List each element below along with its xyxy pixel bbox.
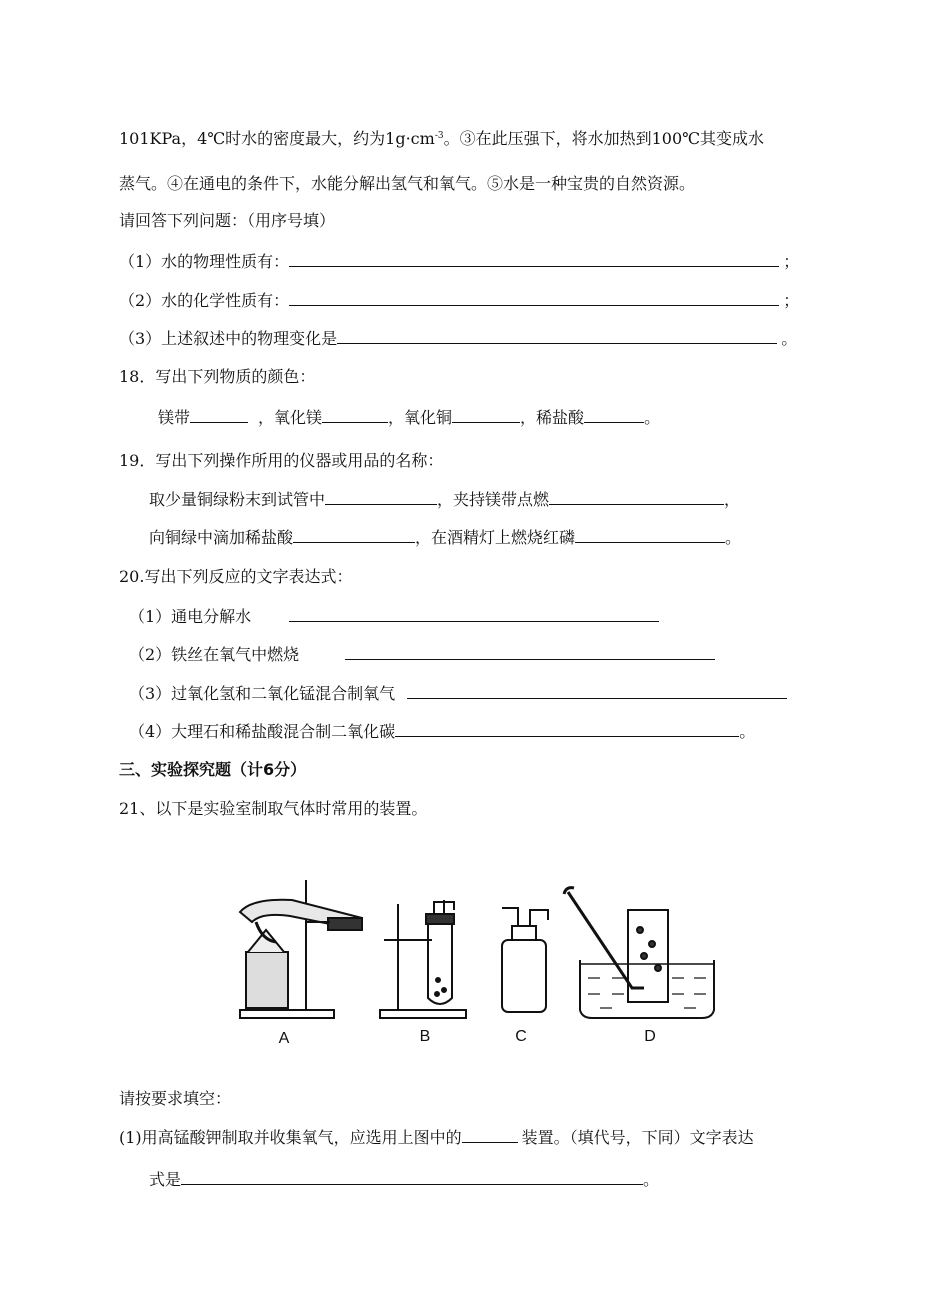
- question-20-title: 20.写出下列反应的文字表达式：: [119, 567, 353, 586]
- q21-sub1-a: (1)用高锰酸钾制取并收集氧气，应选用上图中的: [119, 1128, 462, 1147]
- intro-prompt: 请回答下列问题：（用序号填）: [119, 211, 336, 230]
- question-20-item-3: [129, 682, 787, 705]
- intro-line-1b: 。③在此压强下，将水加热到100℃其变成水: [443, 129, 765, 148]
- question-20-item-2: [129, 643, 715, 666]
- q18-copper-oxide: ，氧化铜: [388, 408, 453, 427]
- q18-magnesium-oxide: ，氧化镁: [258, 408, 323, 427]
- apparatus-drawing: [232, 860, 832, 1060]
- question-18-body: [158, 406, 660, 429]
- q17-3-label: （3）上述叙述中的物理变化是: [119, 329, 338, 348]
- answer-blank[interactable]: [452, 406, 520, 423]
- q19-b-end: ，: [724, 490, 741, 509]
- label-c: C: [515, 1028, 527, 1045]
- answer-blank[interactable]: [325, 488, 437, 505]
- answer-blank[interactable]: [190, 406, 248, 423]
- q19-c: 向铜绿中滴加稀盐酸: [149, 528, 294, 547]
- answer-blank[interactable]: [407, 682, 787, 699]
- answer-blank[interactable]: [345, 643, 715, 660]
- q17-1-label: （1）水的物理性质有：: [119, 252, 290, 271]
- question-20-item-1: [129, 605, 659, 628]
- q18-magnesium-ribbon: 镁带: [158, 408, 191, 427]
- answer-blank[interactable]: [322, 406, 388, 423]
- question-19-line-1: [149, 488, 740, 511]
- q18-dilute-hcl: ，稀盐酸: [520, 408, 585, 427]
- apparatus-d-drawing: [564, 888, 714, 1018]
- answer-blank[interactable]: [181, 1168, 643, 1185]
- q17-2-end: ；: [783, 291, 800, 310]
- question-17-3: [119, 327, 797, 350]
- question-20-item-4: [129, 720, 755, 743]
- q19-d: ，在酒精灯上燃烧红磷: [415, 528, 576, 547]
- question-21-title: 21、以下是实验室制取气体时常用的装置。: [119, 799, 428, 818]
- answer-blank[interactable]: [337, 327, 777, 344]
- q21-sub1-end: 。: [643, 1170, 660, 1189]
- label-a: A: [278, 1030, 290, 1047]
- answer-blank[interactable]: [584, 406, 644, 423]
- apparatus-b-drawing: [380, 900, 466, 1018]
- q20-item-label: （3）过氧化氢和二氧化锰混合制氧气: [129, 684, 396, 703]
- intro-line-2: 蒸气。④在通电的条件下，水能分解出氢气和氧气。⑤水是一种宝贵的自然资源。: [119, 174, 696, 193]
- question-17-1: [119, 250, 799, 273]
- q21-sub1-c: 式是: [149, 1170, 182, 1189]
- intro-line-1a: 101KPa，4℃时水的密度最大，约为1g·cm: [119, 129, 435, 148]
- answer-blank[interactable]: [289, 289, 779, 306]
- q17-2-label: （2）水的化学性质有：: [119, 291, 290, 310]
- question-17-2: [119, 289, 799, 312]
- answer-blank[interactable]: [575, 526, 725, 543]
- question-21-sub-1-line-2: [149, 1168, 659, 1191]
- q17-3-end: 。: [781, 329, 798, 348]
- section-3-heading: 三、实验探究题（计6分）: [119, 760, 307, 779]
- intro-superscript: -3: [434, 131, 444, 141]
- question-19-line-2: [149, 526, 741, 549]
- apparatus-figure: [232, 860, 832, 1060]
- q18-end: 。: [644, 408, 661, 427]
- question-21-sub-1: [119, 1126, 754, 1149]
- question-21-prompt: 请按要求填空：: [119, 1089, 232, 1108]
- question-18-title: 18．写出下列物质的颜色：: [119, 367, 316, 386]
- answer-blank[interactable]: [462, 1126, 518, 1143]
- q20-end: 。: [739, 722, 756, 741]
- q19-a: 取少量铜绿粉末到试管中: [149, 490, 326, 509]
- q19-end: 。: [725, 528, 742, 547]
- label-b: B: [419, 1028, 431, 1045]
- question-19-title: 19．写出下列操作所用的仪器或用品的名称：: [119, 451, 444, 470]
- answer-blank[interactable]: [289, 605, 659, 622]
- answer-blank[interactable]: [395, 720, 739, 737]
- q20-item-label: （2）铁丝在氧气中燃烧: [129, 645, 300, 664]
- apparatus-a-drawing: [240, 880, 362, 1018]
- q19-b: ，夹持镁带点燃: [437, 490, 550, 509]
- intro-line-1: [119, 128, 764, 150]
- apparatus-c-drawing: [502, 908, 548, 1012]
- q20-item-label: （1）通电分解水: [129, 607, 252, 626]
- label-d: D: [644, 1028, 656, 1045]
- q20-item-label: （4）大理石和稀盐酸混合制二氧化碳: [129, 722, 396, 741]
- q21-sub1-b: 装置。（填代号，下同）文字表达: [521, 1128, 754, 1147]
- answer-blank[interactable]: [289, 250, 779, 267]
- answer-blank[interactable]: [293, 526, 415, 543]
- q17-1-end: ；: [783, 252, 800, 271]
- answer-blank[interactable]: [549, 488, 724, 505]
